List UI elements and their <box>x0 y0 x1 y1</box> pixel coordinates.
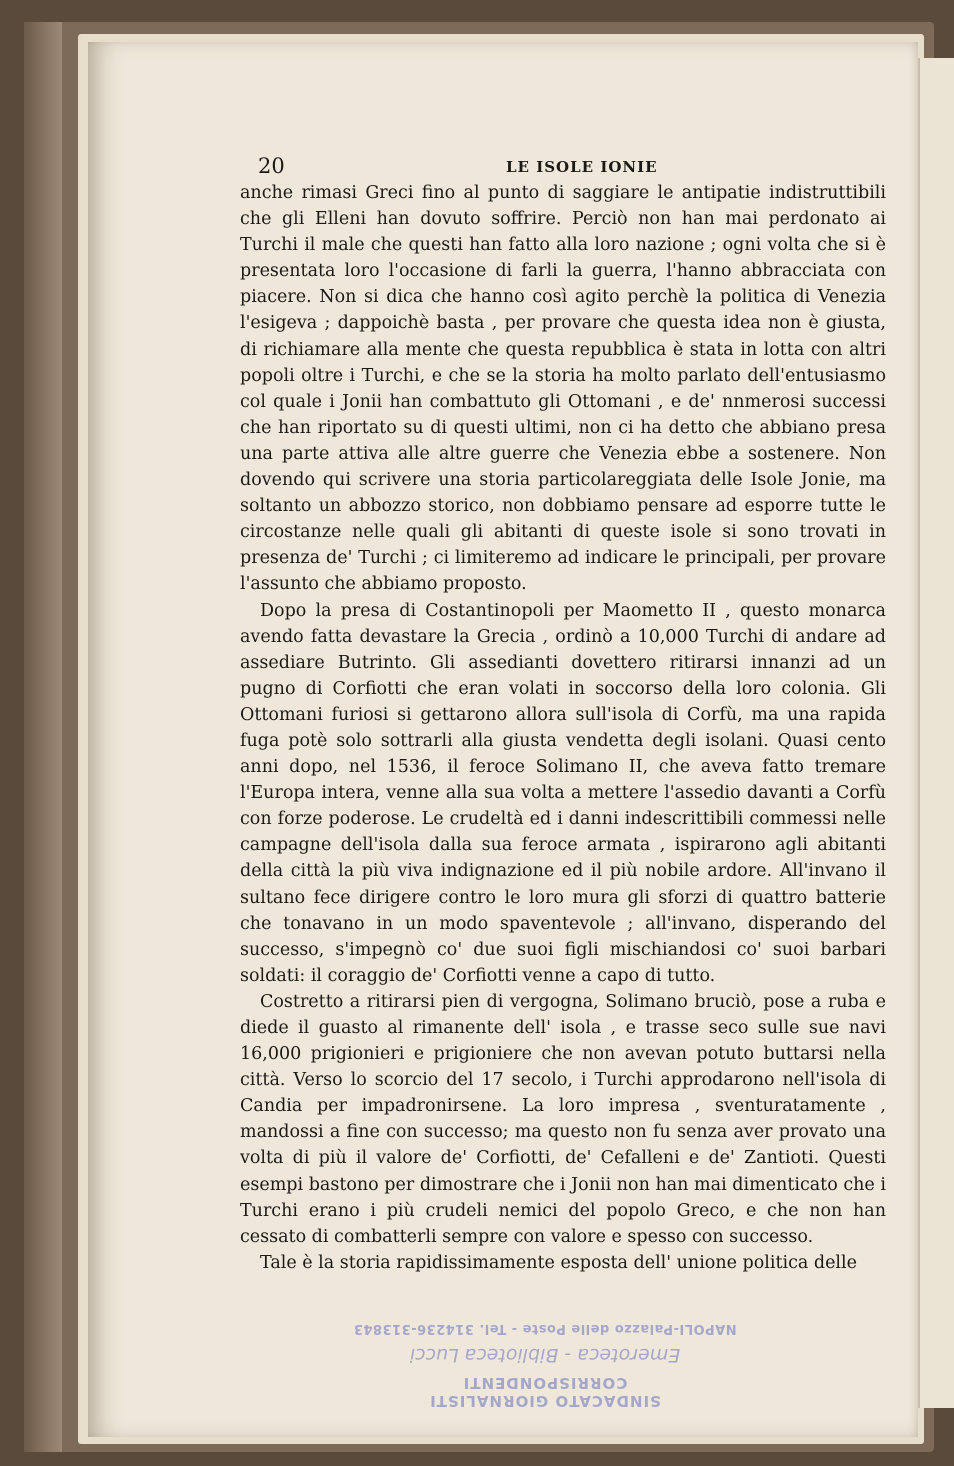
paragraph-1: anche rimasi Greci fino al punto di saggiare le antipatie indistruttibili che gli Elleni han dovuto soffrire. Perciò non han mai perdonato ai Turchi il male che questi han fatto alla loro nazione ; ogni volta che si è presentata loro l'occasione di farli la guerra, l'hanno abbracciata con piacere. Non si dica che hanno così agito perchè la politica di Venezia l'esigeva ; dappoichè basta , per provare che questa idea non è giusta, di richiamare alla mente che questa repubblica è stata in lotta con altri popoli oltre i Turchi, e che se la storia ha molto parlato dell'entusiasmo col quale i Jonii han combattuto gli Ottomani , e de' nnmerosi successi che han riportato su di questi ultimi, non ci ha detto che abbiano presa una parte attiva alle altre guerre che Venezia ebbe a sostenere. Non dovendo qui scrivere una storia particolareggiata delle Isole Jonie, ma soltanto un abbozzo storico, non dobbiamo pensare ad esporre tutte le circostanze nelle quali gli abitanti di queste isole si sono trovati in presenza de' Turchi ; ci limiteremo ad indicare le principali, per provare l'assunto che abbiamo proposto. <box>240 183 886 595</box>
stamp-line-1: SINDACATO GIORNALISTI CORRISPONDENTI <box>429 1374 661 1410</box>
paragraph-3: Costretto a ritirarsi pien di vergogna, Solimano bruciò, pose a ruba e diede il guasto al rimanente dell' isola , e trasse seco sulle sue navi 16,000 prigionieri e prigioniere che non avevan potuto buttarsi nella città. Verso lo scorcio del 17 secolo, i Turchi approdarono nell'isola di Candia per impadronirsene. La loro impresa , sventuratamente , mandossi a fine con successo; ma questo non fu senza aver provato una volta di più il valore de' Corfiotti, de' Cefalleni e de' Zantioti. Questi esempi bastono per dimostrare che i Jonii non han mai dimenticato che i Turchi erano i più crudeli nemici del popolo Greco, e che non han cessato di combatterli sempre con valore e spesso con successo. <box>240 991 886 1247</box>
book-spine <box>24 22 62 1452</box>
facing-page-edge <box>918 58 954 1408</box>
page-header <box>258 154 886 182</box>
paragraph-4: Tale è la storia rapidissimamente esposta dell' unione politica delle <box>260 1252 857 1273</box>
body-text <box>240 180 886 1276</box>
paragraph-2: Dopo la presa di Costantinopoli per Maometto II , questo monarca avendo fatta devastare la Grecia , ordinò a 10,000 Turchi di andare ad assediare Butrinto. Gli assedianti dovettero ritirarsi innanzi ad un pugno di Corfiotti che eran volati in soccorso della loro colonia. Gli Ottomani furiosi si gettarono allora sull'isola di Corfù, ma una rapida fuga potè solo sottrarli alla giusta vendetta degli isolani. Quasi cento anni dopo, nel 1536, il feroce Solimano II, che aveva fatto tremare l'Europa intera, venne alla sua volta a mettere l'assedio davanti a Corfù con forze poderose. Le crudeltà ed i danni indescrittibili commessi nelle campagne dell'isola dalla sua feroce armata , ispirarono agli abitanti della città la più viva indignazione ed il più nobile ardore. All'invano il sultano fece dirigere contro le loro mura gli sforzi di quattro batterie che tonavano in un modo spaventevole ; all'invano, disperando del successo, s'impegnò co' due suoi figli mischiandosi co' suoi barbari soldati: il coraggio de' Corfiotti venne a capo di tutto. <box>240 600 886 986</box>
running-head: LE ISOLE IONIE <box>506 158 658 176</box>
page-number: 20 <box>258 154 285 178</box>
stamp-line-2: Emeroteca - Biblioteca Lucci <box>409 1344 681 1366</box>
library-stamp <box>345 1300 745 1410</box>
stamp-line-3: NAPOLI-Palazzo delle Poste - Tel. 314236-313843 <box>353 1321 737 1336</box>
